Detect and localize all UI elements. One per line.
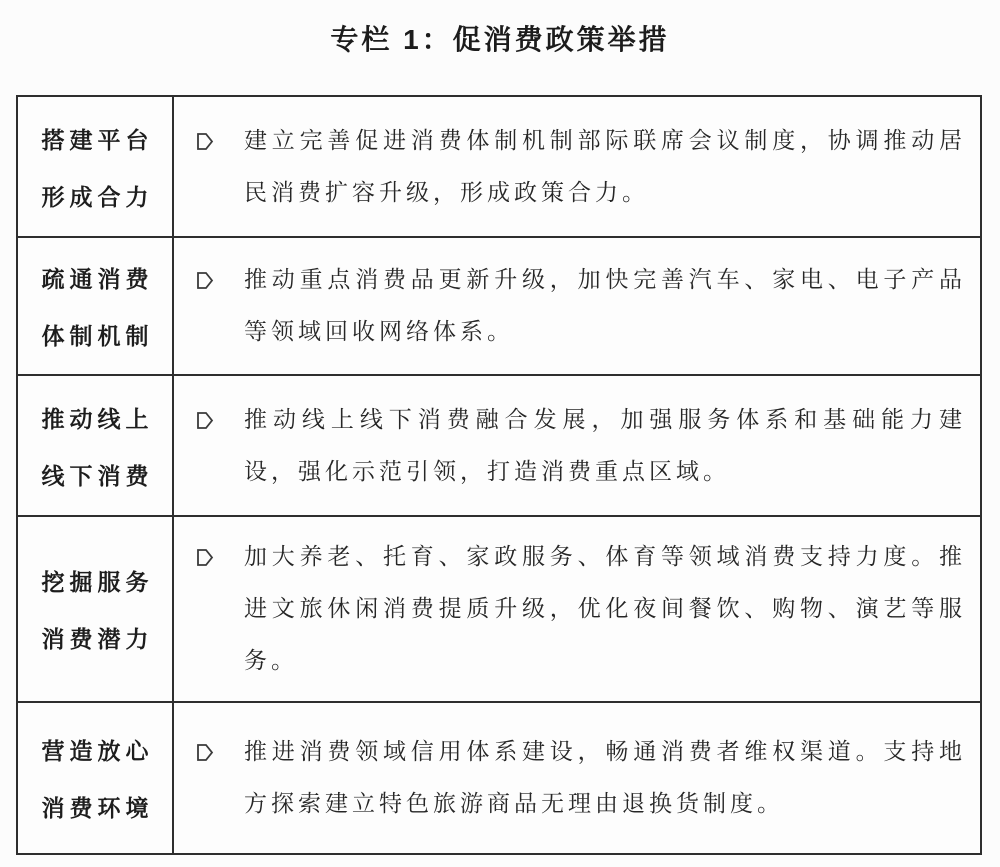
row-content-text: 建立完善促进消费体制机制部际联席会议制度，协调推动居民消费扩容升级，形成政策合力。 — [244, 127, 966, 205]
row-content-text: 推进消费领域信用体系建设，畅通消费者维权渠道。支持地方探索建立特色旅游商品无理由退换货制度。 — [244, 739, 966, 816]
row-label — [18, 376, 174, 515]
row-content-cell — [174, 703, 980, 853]
row-content-cell — [174, 97, 980, 236]
row-label — [18, 517, 174, 701]
row-label-line: 推动线上 — [41, 405, 154, 432]
row-label-line: 体制机制 — [41, 323, 154, 349]
row-content-text: 加大养老、托育、家政服务、体育等领域消费支持力度。推进文旅休闲消费提质升级，优化夜间餐饮、购物、演艺等服务。 — [244, 544, 966, 673]
row-label-line: 线下消费 — [41, 462, 154, 489]
table-row — [18, 236, 980, 374]
page-title: 专栏 1：促消费政策举措 — [330, 24, 670, 55]
arrow-right-outline-icon — [196, 131, 214, 219]
table-row — [18, 374, 980, 515]
arrow-right-outline-icon — [196, 270, 214, 358]
row-label — [18, 703, 174, 853]
row-content-cell — [174, 238, 980, 374]
row-label — [18, 238, 174, 374]
row-content-cell — [174, 376, 980, 515]
row-label-line: 营造放心 — [41, 738, 154, 764]
arrow-right-outline-icon — [196, 410, 214, 498]
row-label-line: 消费潜力 — [41, 626, 154, 652]
row-label-line: 挖掘服务 — [41, 569, 154, 595]
table-row — [18, 97, 980, 236]
row-content-text: 推动线上线下消费融合发展，加强服务体系和基础能力建设，强化示范引领，打造消费重点区域。 — [244, 406, 966, 484]
table-row — [18, 701, 980, 853]
row-label-line: 消费环境 — [41, 795, 154, 821]
row-label-line: 形成合力 — [41, 183, 154, 210]
row-content-text: 推动重点消费品更新升级，加快完善汽车、家电、电子产品等领域回收网络体系。 — [244, 267, 966, 344]
row-label-line: 疏通消费 — [41, 266, 154, 292]
policy-measures-table — [16, 95, 982, 855]
row-content-cell — [174, 517, 980, 701]
arrow-right-outline-icon — [196, 742, 214, 830]
arrow-right-outline-icon — [196, 547, 214, 687]
row-label — [18, 97, 174, 236]
table-row — [18, 515, 980, 701]
row-label-line: 搭建平台 — [41, 126, 154, 153]
